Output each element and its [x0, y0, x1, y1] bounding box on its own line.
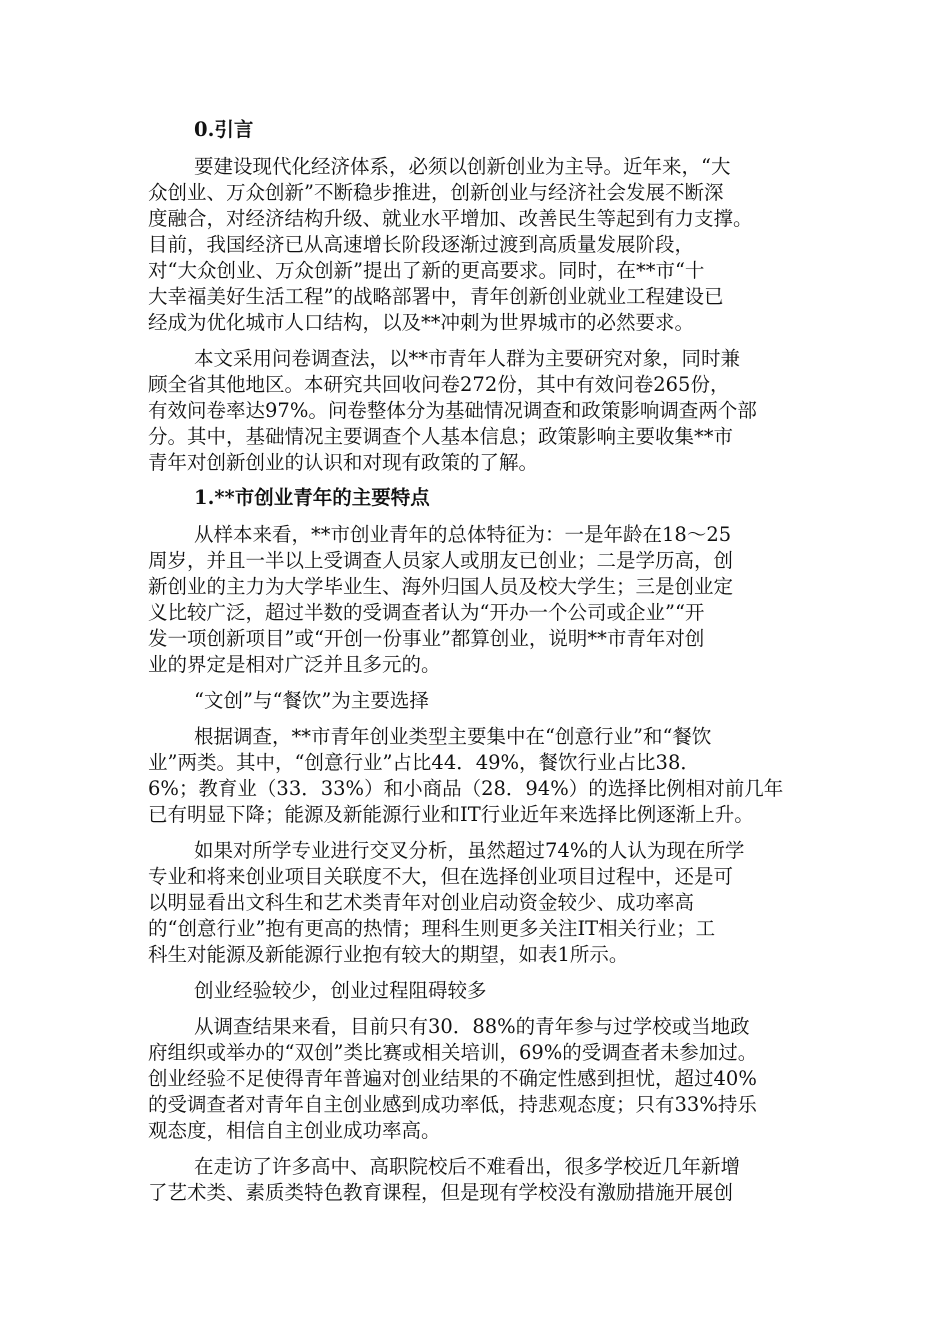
paragraph-line: 周岁，并且一半以上受调查人员家人或朋友已创业；二是学历高，创 [148, 549, 734, 572]
paragraph-line: 青年对创新创业的认识和对现有政策的了解。 [148, 451, 539, 474]
paragraph-line: 本文采用问卷调查法，以**市青年人群为主要研究对象，同时兼 [194, 347, 741, 370]
paragraph-line: 以明显看出文科生和艺术类青年对创业启动资金较少、成功率高 [148, 891, 695, 914]
paragraph-line: 从调查结果来看，目前只有30．88%的青年参与过学校或当地政 [194, 1015, 750, 1038]
paragraph-line: 要建设现代化经济体系，必须以创新创业为主导。近年来，“大 [194, 155, 731, 178]
paragraph-line: 义比较广泛，超过半数的受调查者认为“开办一个公司或企业”“开 [148, 601, 705, 624]
paragraph-line: 创业经验不足使得青年普遍对创业结果的不确定性感到担忧，超过40% [148, 1067, 757, 1090]
paragraph-line: 业的界定是相对广泛并且多元的。 [148, 653, 441, 676]
paragraph-line: 业”两类。其中，“创意行业”占比44．49%，餐饮行业占比38． [148, 751, 700, 774]
paragraph-line: 如果对所学专业进行交叉分析，虽然超过74%的人认为现在所学 [194, 839, 745, 862]
paragraph-line: 分。其中，基础情况主要调查个人基本信息；政策影响主要收集**市 [148, 425, 734, 448]
paragraph-line: 在走访了许多高中、高职院校后不难看出，很多学校近几年新增 [194, 1155, 741, 1178]
paragraph-line: 度融合，对经济结构升级、就业水平增加、改善民生等起到有力支撑。 [148, 207, 753, 230]
paragraph-line: 府组织或举办的“双创”类比赛或相关培训，69%的受调查者未参加过。 [148, 1041, 758, 1064]
paragraph-line: 众创业、万众创新”不断稳步推进，创新创业与经济社会发展不断深 [148, 181, 724, 204]
paragraph-line: 新创业的主力为大学毕业生、海外归国人员及校大学生；三是创业定 [148, 575, 734, 598]
paragraph-line: 从样本来看，**市创业青年的总体特征为：一是年龄在18～25 [194, 523, 732, 546]
paragraph-line: 顾全省其他地区。本研究共回收问卷272份，其中有效问卷265份， [148, 373, 730, 396]
subsection-title: “文创”与“餐饮”为主要选择 [194, 689, 429, 712]
paragraph-line: 了艺术类、素质类特色教育课程，但是现有学校没有激励措施开展创 [148, 1181, 734, 1204]
paragraph-line: 目前，我国经济已从高速增长阶段逐渐过渡到高质量发展阶段， [148, 233, 695, 256]
paragraph-line: 已有明显下降；能源及新能源行业和IT行业近年来选择比例逐渐上升。 [148, 803, 754, 826]
subsection-title: 创业经验较少，创业过程阻碍较多 [194, 979, 487, 1002]
paragraph-line: 对“大众创业、万众创新”提出了新的更高要求。同时，在**市“十 [148, 259, 705, 282]
paragraph-line: 根据调查，**市青年创业类型主要集中在“创意行业”和“餐饮 [194, 725, 712, 748]
paragraph-line: 6%；教育业（33．33%）和小商品（28．94%）的选择比例相对前几年 [148, 777, 784, 800]
paragraph-line: 的“创意行业”抱有更高的热情；理科生则更多关注IT相关行业；工 [148, 917, 716, 940]
paragraph-line: 科生对能源及新能源行业抱有较大的期望，如表1所示。 [148, 943, 629, 966]
section-0-title: 0.引言 [194, 118, 254, 141]
paragraph-line: 经成为优化城市人口结构，以及**冲刺为世界城市的必然要求。 [148, 311, 695, 334]
paragraph-line: 的受调查者对青年自主创业感到成功率低，持悲观态度；只有33%持乐 [148, 1093, 757, 1116]
paragraph-line: 发一项创新项目”或“开创一份事业”都算创业，说明**市青年对创 [148, 627, 705, 650]
paragraph-line: 观态度，相信自主创业成功率高。 [148, 1119, 441, 1142]
paragraph-line: 专业和将来创业项目关联度不大，但在选择创业项目过程中，还是可 [148, 865, 734, 888]
paragraph-line: 大幸福美好生活工程”的战略部署中，青年创新创业就业工程建设已 [148, 285, 724, 308]
section-1-title: 1.**市创业青年的主要特点 [194, 486, 430, 509]
paragraph-line: 有效问卷率达97%。问卷整体分为基础情况调查和政策影响调查两个部 [148, 399, 757, 422]
